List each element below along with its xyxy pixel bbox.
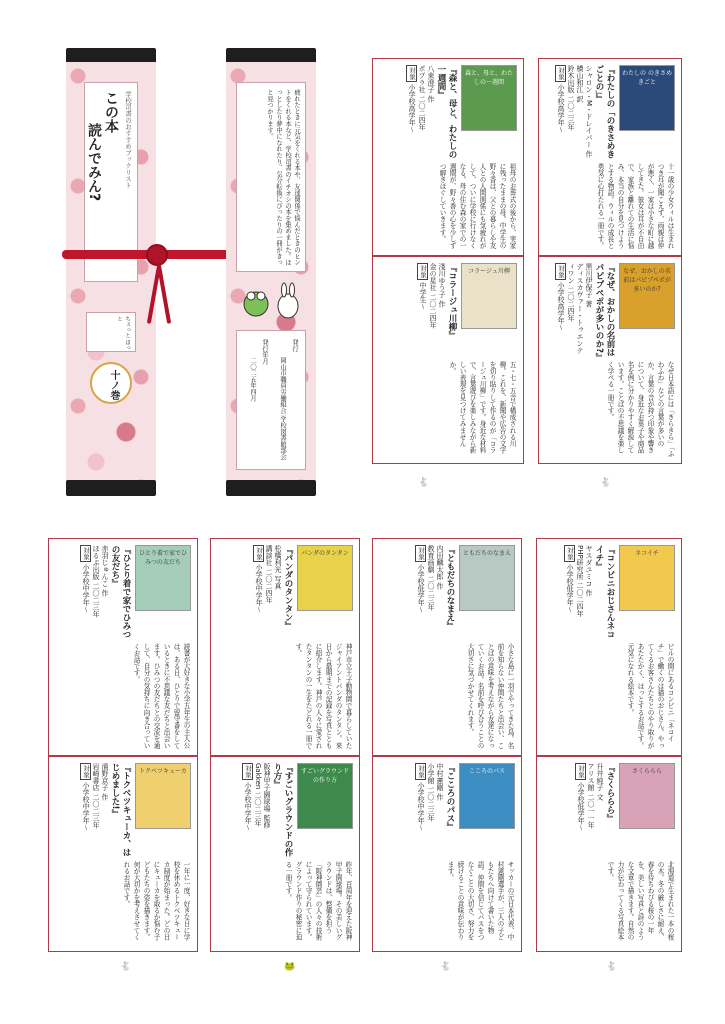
intro-paper — [226, 62, 316, 484]
target-audience: 中学生〜 — [419, 282, 427, 310]
book-author: 阪神甲子園球場 監修 — [263, 763, 271, 829]
target-audience: 小学校低学年〜 — [577, 782, 585, 831]
cover-scroll — [66, 48, 156, 496]
book-header — [415, 545, 455, 641]
target-audience: 小学校中学年〜 — [244, 782, 252, 831]
book-author: 内田麟太郎 作 — [436, 545, 444, 590]
book-cover — [459, 763, 515, 829]
book-publisher: ほるぷ出版 二〇二三年 — [92, 545, 100, 618]
publish-date: 二〇二五年四月 — [249, 357, 256, 402]
book-title: 『こころのパス』 — [445, 763, 455, 831]
frog-icon — [236, 282, 306, 322]
volume-label: 十ノ巻 — [108, 370, 119, 400]
book-cover — [619, 545, 675, 611]
book-cover — [297, 545, 353, 611]
book-header — [564, 545, 615, 641]
book-publisher: ディスカヴァー・トゥエンティワン 二〇二四年 — [567, 263, 584, 354]
target-audience: 小学校中学年〜 — [82, 564, 90, 613]
cover-label: コラージュ川柳 — [468, 268, 510, 275]
target-tag: 対象 — [577, 765, 585, 778]
red-ribbon-left — [62, 250, 158, 259]
cover-label: すごいグラウンドの作り方 — [300, 768, 349, 784]
book-title: 『トクベツキューカ、はじめました!』 — [110, 763, 131, 857]
cover-label: パンダのタンタン — [301, 550, 349, 557]
intro-scroll — [226, 48, 316, 496]
book-card — [372, 756, 522, 952]
rabbit-doodle: 🐇 — [418, 478, 430, 488]
target-tag: 対象 — [566, 547, 574, 560]
target-tag: 対象 — [419, 265, 427, 278]
book-author: 八束澄子 作 — [427, 65, 435, 103]
book-summary: 五・七・五音で構成される川柳。これを、新聞や広告の文字を切り貼りして作るのが「コラージュ川柳」です。身近な材料で、言葉遊びを楽しみながら新しい表現を見つけてみませんか。 — [448, 361, 516, 454]
book-title: 『すごいグラウンドの作り方』 — [272, 763, 293, 857]
target-audience: 小学校低学年〜 — [417, 564, 425, 613]
book-cover — [135, 545, 191, 611]
book-card — [48, 756, 198, 952]
book-header — [415, 763, 455, 859]
target-tag: 対象 — [417, 547, 425, 560]
cover-paper — [66, 62, 156, 484]
scroll-bottom-rod — [66, 480, 156, 496]
book-header — [80, 545, 131, 641]
target-tag: 対象 — [408, 67, 416, 80]
book-publisher: 鈴木出版 二〇二三年 — [567, 65, 575, 131]
book-summary: サッカーの元日本代表、中村憲剛選手が、三人の子どもたちへ向けて書いた物語。仲間を信じてパスをつなぐことの大切さ、努力を続けることの意味が伝わります。 — [446, 861, 514, 941]
target-audience: 小学校高学年〜 — [408, 84, 416, 133]
target-audience: 小学校中学年〜 — [417, 782, 425, 831]
cover-label: こころのパス — [468, 768, 505, 775]
rabbit-doodle: 🐇 — [120, 962, 132, 972]
cover-label: さくららら — [631, 768, 662, 775]
book-publisher: 岩崎書店 二〇二三年 — [92, 763, 100, 829]
intro-text: 疲れたときに元気をくれる本や、友達関係で悩んだときのヒントをくれる本など、学校司書のイチオシの本を集めました。ほっとしたり夢中になれたり、気分転換にぴったりの一冊がきっと見つかります。 — [266, 89, 300, 266]
intro-text-box — [236, 82, 306, 272]
publisher-label: 発行 — [291, 339, 298, 352]
scroll-bottom-rod — [226, 480, 316, 496]
cover-label: わたしの のきさめきごと — [622, 70, 672, 86]
book-header — [575, 763, 615, 859]
book-cover — [135, 763, 191, 829]
book-title: 『さくららら』 — [605, 763, 615, 823]
target-audience: 小学校低学年〜 — [566, 564, 574, 613]
book-summary: 北海道で生まれた一本の桜の木。冬の厳しさに耐え、春を待ちわびる桜の一年を、美しい写真と詩のような文章で描きます。自然の力が伝わってくる写真絵本です。 — [606, 861, 674, 941]
cover-label: ひとり着で家でひみつの友だち — [138, 550, 187, 566]
target-audience: 小学校中学年〜 — [255, 564, 263, 613]
characters-label: ちぇっと ほっと — [116, 316, 130, 351]
book-summary: 祖母のお葬式の後から、実家に残ったままの母。中学生の野々香は、父との暮らしや友人との人間関係にも気疲れがして、ついに学校に行けなくなる。母の住む森の家での一週間が、野々香の心を少しずつ解きほぐしていきます。 — [438, 163, 516, 249]
book-author: 濱野京子 作 — [101, 763, 109, 801]
target-audience: 小学校中学年〜 — [82, 782, 90, 831]
book-cover — [619, 263, 675, 329]
book-card — [536, 538, 682, 756]
book-card — [372, 58, 524, 256]
colophon-box — [236, 330, 306, 470]
cover-title-line1: この本 — [103, 91, 119, 133]
publisher-name: 岡山市職員労働組合 学校図書館部会 — [279, 357, 286, 460]
book-author: 升井純子 文 — [596, 763, 604, 801]
target-tag: 対象 — [82, 765, 90, 778]
book-summary: 昨年、百周年を迎えた阪神甲子園球場。その美しいグラウンドは、整備を担う「阪神園芸」の人々の技術によって守られています。グラウンド作りの秘密に迫る一冊です。 — [284, 861, 352, 941]
book-summary: ビルの間にあるコンビニ「ネコイチ」で働くのは猫のおじさん。やってくるお客さんたちとのやり取りがあたたかく、ほっとするお話です。元気になれる絵本です。 — [626, 643, 674, 749]
book-card — [538, 256, 682, 464]
target-tag: 対象 — [255, 547, 263, 560]
book-cover — [297, 763, 353, 829]
book-header — [253, 545, 293, 641]
volume-badge — [90, 362, 132, 404]
book-cover — [461, 65, 517, 131]
cover-label: トクベツキューカ — [139, 768, 187, 775]
target-tag: 対象 — [244, 765, 252, 778]
book-header — [417, 263, 457, 359]
book-cover — [619, 763, 675, 829]
book-publisher: 教育画劇 二〇二三年 — [427, 545, 435, 611]
cover-label: ともだちのなまえ — [462, 550, 511, 557]
book-author: 淺川ゆう子 作 — [438, 263, 446, 308]
target-tag: 対象 — [82, 547, 90, 560]
book-title: 『コラージュ川柳』 — [447, 263, 457, 340]
book-card — [538, 58, 682, 256]
rabbit-doodle: 🐇 — [440, 962, 452, 972]
book-card — [372, 256, 524, 464]
book-card — [48, 538, 198, 756]
book-publisher: 講談社 二〇二四年 — [265, 545, 273, 604]
book-card — [210, 756, 360, 952]
book-author: 中村憲剛 作 — [436, 763, 444, 801]
cover-label: 森と、母と、わたしの一週間 — [464, 70, 513, 86]
book-title: 『コンビニおじさんネコイチ』 — [594, 545, 615, 639]
book-cover — [461, 263, 517, 329]
target-audience: 小学校高学年〜 — [557, 84, 565, 133]
book-card — [210, 538, 360, 756]
book-author: 赤羽じゅんこ 作 — [101, 545, 109, 597]
book-header — [406, 65, 457, 161]
book-title: 『ともだちのなまえ』 — [445, 545, 455, 630]
book-author: 松橋利光 写真 — [274, 545, 282, 590]
book-title: 『ひとり着で家でひみつの友だち』 — [110, 545, 131, 639]
book-publisher: Gakken 二〇二三年 — [254, 763, 262, 827]
book-header — [555, 65, 615, 161]
book-publisher: アリス館 二〇一一年 — [587, 763, 595, 829]
book-author: シャロン・M・ドレイパー 作 横山和江 訳 — [576, 65, 593, 158]
book-cover — [459, 545, 515, 611]
book-cover — [619, 65, 675, 131]
cover-subtitle: 学校司書のおすすめブックリスト — [124, 91, 132, 189]
book-publisher: PHP研究所 二〇二四年 — [576, 545, 584, 617]
ribbon-knot — [146, 244, 168, 266]
book-header — [80, 763, 131, 859]
book-publisher: 金の星社 二〇二四年 — [429, 263, 437, 329]
rabbit-doodle: 🐇 — [600, 478, 612, 488]
book-author: 黒川伊保子 著 — [585, 263, 593, 308]
book-title: 『わたしの「のきさめきごとの」』 — [594, 65, 615, 159]
target-tag: 対象 — [417, 765, 425, 778]
book-publisher: 小学館 二〇二三年 — [427, 763, 435, 822]
book-publisher: ポプラ社 二〇二四年 — [418, 65, 426, 131]
cover-label: ネコイチ — [635, 550, 659, 557]
cover-label: なぜ、おかしの名前はパピプペポが多いのか? — [623, 268, 671, 293]
book-summary: 読書が大好きな小学五年生の主人公は、ある日、ひとりで留守番をしているときに不思議な友だちと出会います。ひみつの友だちとの交流を通して、自分の気持ちに向き合っていくお話です。 — [132, 643, 190, 749]
book-summary: 一年に一度、好きな日に学校を休めるトクベツキューカ制度が始まった。どの日にキューカを取るか悩む子どもたちの姿を描きます。何が大切かを考えさせてくれるお話です。 — [122, 861, 190, 941]
book-summary: 十一歳の少女ウィルは生まれつき耳が聞こえず、両親は仲が悪く、一家は小さな町に越してきた。彼女は耳が不自由で、家族と離れての生活に悩み、本当の自分を見つけようとする物語。ウィルの成長と勇気に心打たれる一冊です。 — [596, 163, 674, 249]
book-author: ヤスダユミコ 作 — [585, 545, 593, 597]
book-header — [555, 263, 615, 362]
cover-title-line2: 読んでみん? — [86, 123, 102, 202]
book-header — [242, 763, 293, 859]
book-card — [536, 756, 682, 952]
book-title: 『森と、母と、わたしの一週間』 — [436, 65, 457, 159]
target-tag: 対象 — [557, 67, 565, 80]
book-summary: 小さな島に一羽でやってきた鳥。名前を知らない仲間たちと出会い、ことばの意味を考えながら友達になっていくお話。名前を呼び合うことの大切さに気づかせてくれます。 — [466, 643, 514, 749]
ribbon-tassel-right — [157, 264, 171, 324]
target-audience: 小学校高学年〜 — [557, 282, 565, 331]
frog-rabbit-illustration — [236, 282, 306, 322]
frog-doodle: 🐸 — [284, 962, 296, 972]
book-summary: なぜ日本語には「きらきら」「ふわふわ」などの言葉が多いのか。言葉の音が持つ印象や響きについて、身近なお菓子や商品名を例に分かりやすく解説しています。ことばの不思議を楽しく学べる一冊です。 — [606, 361, 674, 457]
book-card — [372, 538, 522, 756]
book-title: 『パンダのタンタン』 — [283, 545, 293, 630]
book-summary: 神戸市立王子動物園で暮らしていたジャイアントパンダのタンタン。来日から最期までの記録を写真とともに紹介します。神戸の人々に愛されたタンタンの一生をたどれる一冊です。 — [294, 643, 352, 749]
rabbit-doodle: 🐇 — [606, 962, 618, 972]
target-tag: 対象 — [557, 265, 565, 278]
date-label: 発行年月 — [261, 339, 268, 365]
book-title: 『なぜ、おかしの名前はパピプペポが多いのか?』 — [594, 263, 615, 362]
rabbit-characters-illustration — [86, 312, 136, 352]
